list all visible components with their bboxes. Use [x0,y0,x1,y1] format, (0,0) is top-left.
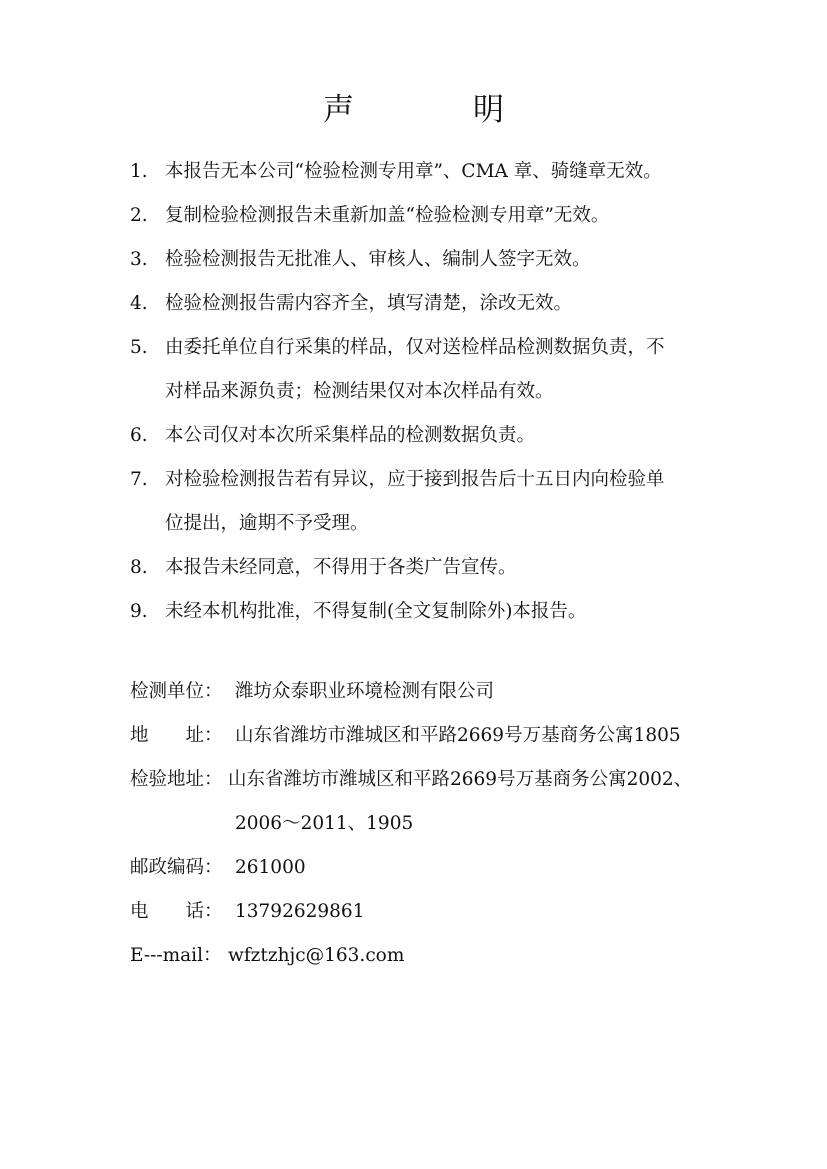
contact-test-address-row-continued [130,802,770,846]
notice-item [130,238,730,282]
unit-value: 潍坊众泰职业环境检测有限公司 [235,681,495,702]
notice-number: 2. [130,205,148,226]
notice-number: 3. [130,249,148,270]
notice-item [130,546,730,590]
unit-label: 检测单位： [130,681,223,702]
notice-text: 本报告未经同意，不得用于各类广告宣传。 [165,557,517,578]
notice-item [130,150,730,194]
notice-number: 4. [130,293,148,314]
notice-text: 未经本机构批准，不得复制(全文复制除外)本报告。 [165,601,587,622]
notice-text: 本报告无本公司“检验检测专用章”、CMA 章、骑缝章无效。 [165,161,662,182]
test-address-label: 检验地址： [130,769,223,790]
phone-label: 电 话： [130,901,223,922]
notice-text: 复制检验检测报告未重新加盖“检验检测专用章”无效。 [165,205,610,226]
notice-text: 由委托单位自行采集的样品，仅对送检样品检测数据负责，不 [165,337,665,358]
contact-phone-row [130,890,770,934]
notice-list [130,150,730,634]
notice-text: 对检验检测报告若有异议，应于接到报告后十五日内向检验单 [165,469,665,490]
address-label: 地 址： [130,725,223,746]
notice-text-continued: 位提出，逾期不予受理。 [165,513,369,534]
contact-info [130,670,770,978]
notice-item [130,326,730,414]
contact-address-row [130,714,770,758]
phone-value: 13792629861 [235,901,365,922]
notice-number: 5. [130,337,148,358]
notice-item [130,590,730,634]
postcode-value: 261000 [235,857,306,878]
contact-unit-row [130,670,770,714]
notice-number: 7. [130,469,148,490]
page-title: 声 明 [323,92,548,128]
notice-number: 8. [130,557,148,578]
notice-text: 检验检测报告无批准人、审核人、编制人签字无效。 [165,249,591,270]
contact-postcode-row [130,846,770,890]
test-address-value: 山东省潍坊市潍城区和平路2669号万基商务公寓2002、 [228,769,693,790]
contact-test-address-row [130,758,770,802]
postcode-label: 邮政编码： [130,857,223,878]
notice-item [130,282,730,326]
notice-text-continued: 对样品来源负责；检测结果仅对本次样品有效。 [165,381,554,402]
test-address-value-continued: 2006～2011、1905 [235,813,414,834]
notice-number: 6. [130,425,148,446]
contact-email-row [130,934,770,978]
notice-item [130,194,730,238]
notice-text: 本公司仅对本次所采集样品的检测数据负责。 [165,425,536,446]
notice-number: 9. [130,601,148,622]
email-value: wfztzhjc@163.com [228,945,405,966]
notice-item [130,458,730,546]
address-value: 山东省潍坊市潍城区和平路2669号万基商务公寓1805 [235,725,681,746]
notice-item [130,414,730,458]
email-label: E---mail： [130,945,222,966]
notice-number: 1. [130,161,148,182]
notice-text: 检验检测报告需内容齐全，填写清楚，涂改无效。 [165,293,573,314]
